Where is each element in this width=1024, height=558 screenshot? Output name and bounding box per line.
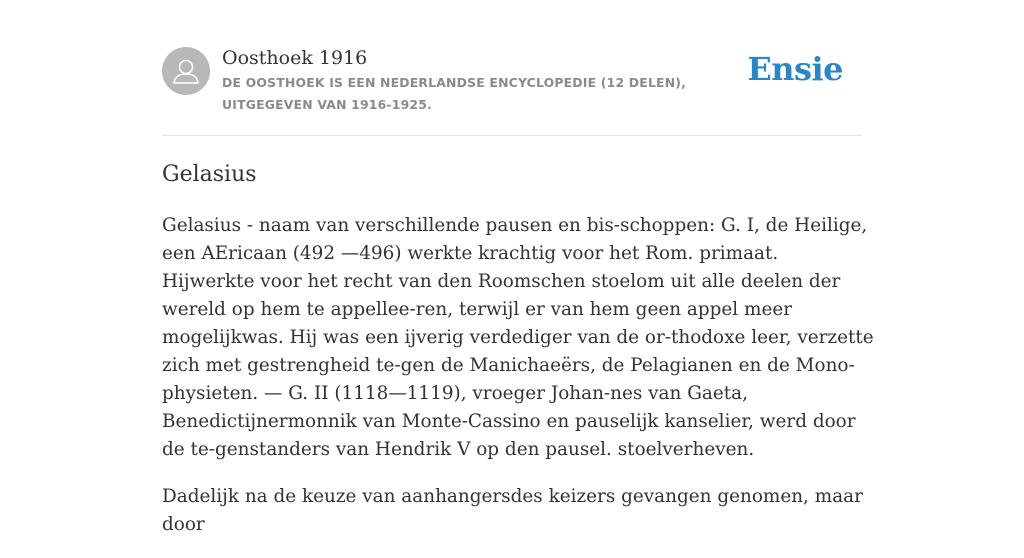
source-description: DE OOSTHOEK IS EEN NEDERLANDSE ENCYCLOPEDIE (12 DELEN), UITGEGEVEN VAN 1916-1925.: [222, 75, 687, 112]
source-header: [162, 45, 862, 135]
article-paragraph: Dadelijk na de keuze van aanhangersdes keizers gevangen genomen, maar door: [162, 486, 863, 535]
source-title[interactable]: Oosthoek 1916: [222, 47, 368, 69]
article-title: Gelasius: [162, 162, 257, 187]
source-avatar[interactable]: [162, 47, 210, 95]
article-body: [162, 212, 874, 558]
user-icon: [162, 47, 210, 95]
article-paragraph: Gelasius - naam van verschillende pausen en bis-schoppen: G. I, de Heilige, een AEricaan (492 —496) werkte krachtig voor het Rom. primaat. Hijwerkte voor het recht van den Roomschen stoelom uit alle deelen der wereld op hem te appellee-ren, terwijl er van hem geen appel meer mogelijkwas. Hij was een ijverig verdediger van de or-thodoxe leer, verzette zich met gestrengheid te-gen de Manichaeërs, de Pelagianen en de Mono-physieten. — G. II (1118—1119), vroeger Johan-nes van Gaeta, Benedictijnermonnik van Monte-Cassino en pauselijk kanselier, werd door de te-genstanders van Hendrik V op den pausel. stoelverheven.: [162, 215, 874, 460]
header-divider: [162, 135, 862, 136]
ensie-logo[interactable]: Ensie: [747, 50, 843, 88]
